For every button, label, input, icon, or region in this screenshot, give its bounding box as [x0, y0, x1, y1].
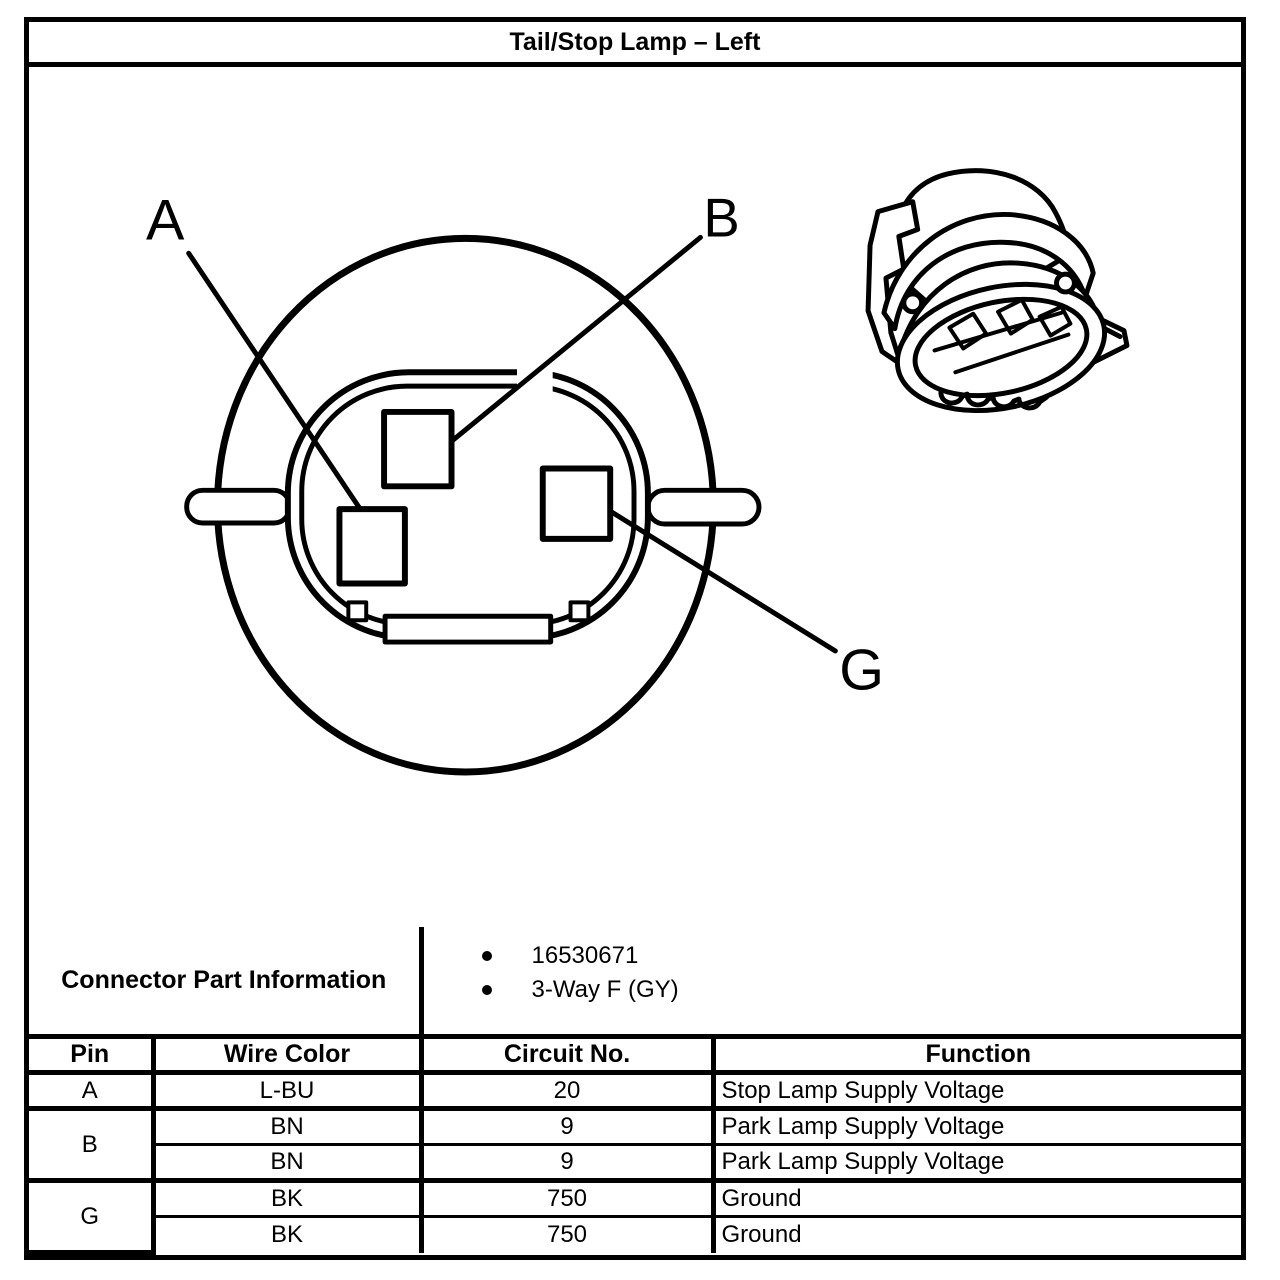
right-index-tab	[648, 490, 759, 524]
wire-color-cell: BK	[153, 1217, 421, 1253]
leader-line-g	[610, 511, 835, 651]
wire-color-cell: BK	[153, 1181, 421, 1217]
function-cell: Park Lamp Supply Voltage	[713, 1109, 1241, 1145]
connector-part-info-row	[29, 927, 1241, 1037]
part-number-item	[424, 939, 1241, 973]
header-wire-color: Wire Color	[153, 1037, 421, 1073]
connector-type-item	[424, 973, 1241, 1007]
header-function: Function	[713, 1037, 1241, 1073]
title-bar	[29, 22, 1241, 67]
table-row	[29, 1073, 1241, 1109]
pin-cell: B	[29, 1109, 153, 1181]
pin-cell: A	[29, 1073, 153, 1109]
pin-label-g: G	[839, 638, 885, 703]
connector-part-info-label: Connector Part Information	[29, 927, 421, 1037]
connector-3d-view	[868, 171, 1127, 429]
table-header-row	[29, 1037, 1241, 1073]
page-title: Tail/Stop Lamp – Left	[509, 27, 761, 56]
bullet-icon	[482, 985, 492, 995]
pin-cell: G	[29, 1181, 153, 1253]
header-pin: Pin	[29, 1037, 153, 1073]
wire-color-cell: L-BU	[153, 1073, 421, 1109]
function-cell: Ground	[713, 1181, 1241, 1217]
connector-face-diagram	[29, 67, 1241, 927]
connector-pinout-table	[29, 927, 1241, 1256]
header-circuit-no: Circuit No.	[421, 1037, 713, 1073]
pin-label-b: B	[703, 187, 740, 249]
3d-hole-left	[904, 294, 922, 312]
table-row	[29, 1109, 1241, 1145]
key-notch-left	[348, 602, 366, 620]
wire-color-cell: BN	[153, 1145, 421, 1181]
table-row	[29, 1181, 1241, 1217]
circuit-cell: 9	[421, 1109, 713, 1145]
circuit-cell: 750	[421, 1181, 713, 1217]
connector-type: 3-Way F (GY)	[531, 975, 679, 1003]
circuit-cell: 750	[421, 1217, 713, 1253]
circuit-cell: 20	[421, 1073, 713, 1109]
function-cell: Ground	[713, 1217, 1241, 1253]
function-cell: Stop Lamp Supply Voltage	[713, 1073, 1241, 1109]
connector-part-info-values	[421, 927, 1241, 1037]
connector-info-sheet	[24, 17, 1246, 1260]
bullet-icon	[482, 951, 492, 961]
pin-b-square	[384, 412, 451, 486]
wire-color-cell: BN	[153, 1109, 421, 1145]
table-row	[29, 1145, 1241, 1181]
3d-hole-right	[1057, 274, 1075, 292]
key-notch-right	[571, 602, 589, 620]
left-index-tab	[187, 490, 290, 523]
pin-g-square	[543, 468, 610, 538]
function-cell: Park Lamp Supply Voltage	[713, 1145, 1241, 1181]
diagram-area	[29, 67, 1241, 927]
leader-line-a	[189, 253, 361, 509]
bottom-key-tab	[385, 616, 551, 642]
pin-a-square	[339, 509, 404, 583]
pin-label-a: A	[146, 188, 185, 253]
circuit-cell: 9	[421, 1145, 713, 1181]
table-row	[29, 1217, 1241, 1253]
part-number: 16530671	[531, 941, 639, 969]
